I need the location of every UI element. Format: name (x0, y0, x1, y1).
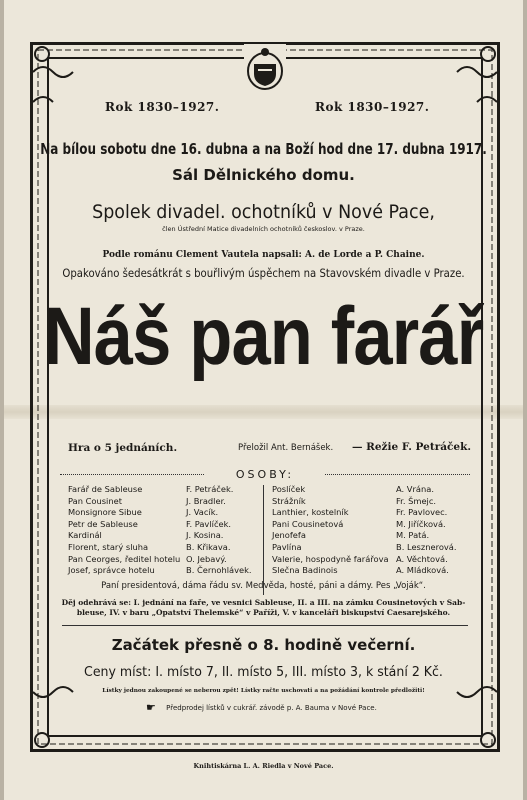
cast-row (68, 496, 258, 508)
director: — Režie F. Petráček. (352, 441, 472, 453)
society-note: člen Ústřední Matice divadelních ochotníků českoslov. v Praze. (162, 225, 365, 233)
cast-row (68, 565, 258, 577)
cast-actor: F. Pavlíček. (186, 518, 232, 529)
cast-left-list (68, 484, 258, 577)
cast-role: Florent, starý sluha (68, 541, 149, 552)
cast-actor: O. Jebavý. (186, 553, 227, 564)
cast-actor: J. Kosina. (186, 530, 224, 541)
repeat-note: Opakováno šedesátkrát s bouřlivým úspěchem na Stavovském divadle v Praze. (62, 266, 465, 280)
cast-actor: A. Věchtová. (396, 553, 448, 564)
cast-row (272, 507, 467, 519)
acts: Hra o 5 jednáních. (68, 442, 178, 454)
cast-role: Farář de Sableuse (68, 484, 143, 494)
cast-role: Pani Cousinetová (272, 518, 344, 529)
cast-role: Strážník (272, 495, 306, 506)
cast-row (272, 530, 467, 542)
cast-row (68, 507, 258, 519)
start-time: Začátek přesně o 8. hodině večerní. (111, 636, 416, 654)
cast-actor: A. Vrána. (396, 484, 434, 494)
cast-actor: M. Patá. (396, 530, 430, 541)
cast-row (272, 496, 467, 508)
cast-row (68, 554, 258, 566)
cast-actor: A. Mládková. (396, 565, 449, 576)
year-left: Rok 1830–1927. (102, 100, 222, 114)
cast-role: Slečna Badinois (272, 565, 338, 576)
cast-role: Jenofefa (272, 530, 306, 541)
society: Spolek divadel. ochotníků v Nové Pace, (92, 201, 435, 223)
cast-role: Josef, správce hotelu (68, 565, 155, 576)
cast-row (68, 519, 258, 531)
cast-row (272, 542, 467, 554)
cast-row (272, 554, 467, 566)
cast-row (68, 484, 258, 496)
date-line: Na bílou sobotu dne 16. dubna a na Boží hod dne 17. dubna 1917. (40, 140, 487, 158)
separator (62, 625, 468, 626)
cast-role: Kardinál (68, 530, 102, 541)
cast-actor: M. Jiříčková. (396, 518, 446, 529)
scenes-line-1: Děj odehrává se: I. jednání na faře, ve vesnici Sableuse, II. a III. na zámku Cousinetových v Sab- (61, 598, 466, 607)
cast-actor: B. Lesznerová. (396, 541, 457, 552)
cast-role: Pavlína (272, 541, 302, 552)
cast-row (272, 519, 467, 531)
cast-role: Pan Ceorges, ředitel hotelu (68, 553, 181, 564)
cast-row (272, 484, 467, 496)
cast-actor: B. Křikava. (186, 541, 231, 552)
presale: Předprodej lístků v cukrář. závodě p. A. Bauma v Nové Pace. (166, 704, 377, 712)
play-title: Náš pan farář (43, 291, 484, 382)
cast-actor: B. Černohlávek. (186, 565, 252, 576)
adaptation: Podle románu Clement Vautela napsali: A. de Lorde a P. Chaine. (102, 250, 425, 260)
year-right: Rok 1830–1927. (312, 100, 432, 114)
cast-right-list (272, 484, 467, 577)
cast-role: Valerie, hospodyně farářova (272, 553, 389, 564)
cast-row (68, 542, 258, 554)
prices: Ceny míst: I. místo 7, II. místo 5, III. místo 3, k stání 2 Kč. (84, 664, 443, 680)
scenes-line-2: bleuse, IV. v baru „Opatství Thelemské“ v Paříži, V. v kanceláři biskupství Caesarejského. (76, 608, 451, 617)
extras: Paní presidentová, dáma řádu sv. Medvěda, hosté, páni a dámy. Pes „Voják“. (101, 581, 426, 591)
cast-column-divider (263, 485, 264, 595)
printer: Knihtiskárna L. A. Riedla v Nové Pace. (193, 762, 334, 770)
cast-actor: Fr. Šmejc. (396, 495, 437, 506)
pointing-hand-icon: ☛ (146, 701, 156, 714)
emblem-icon (244, 44, 286, 94)
cast-role: Poslíček (272, 484, 306, 494)
venue: Sál Dělnického domu. (172, 166, 355, 184)
cast-row (272, 565, 467, 577)
cast-actor: J. Vacík. (186, 507, 219, 518)
cast-actor: Fr. Pavlovec. (396, 507, 448, 518)
cast-role: Pan Cousinet (68, 495, 122, 506)
cast-actor: J. Bradler. (186, 495, 226, 506)
cast-heading: OSOBY: (205, 468, 325, 481)
cast-row (68, 530, 258, 542)
cast-actor: F. Petráček. (186, 484, 234, 494)
translator: Přeložil Ant. Bernášek. (238, 443, 334, 453)
cast-role: Petr de Sableuse (68, 518, 138, 529)
cast-role: Monsignore Sibue (68, 507, 142, 518)
ticket-note: Lístky jednou zakoupené se neberou zpět! Lístky račte uschovati a na požádání kontrole předložiti! (102, 688, 425, 694)
cast-role: Lanthier, kostelník (272, 507, 349, 518)
